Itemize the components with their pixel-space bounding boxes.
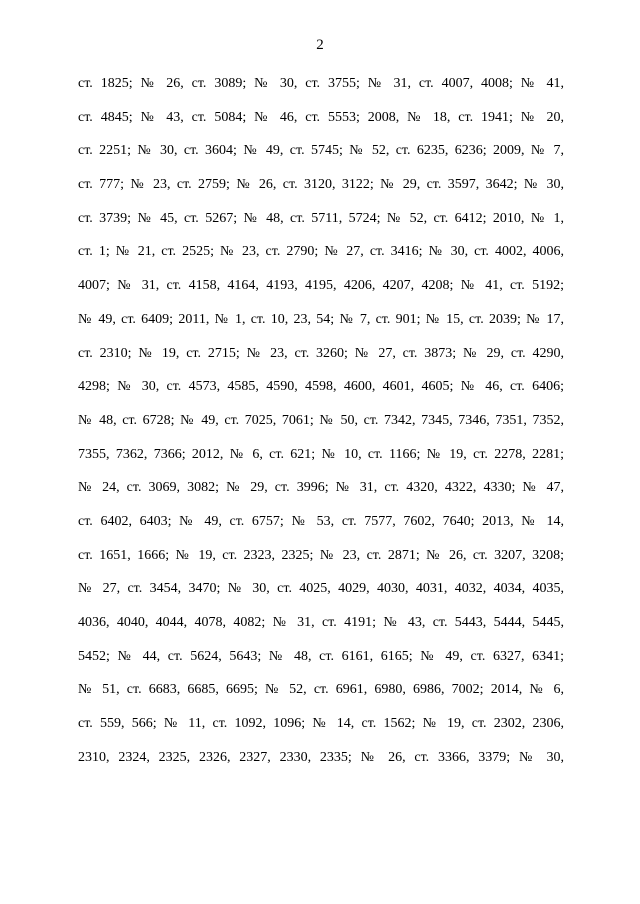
- page-number: 2: [316, 37, 324, 53]
- text-line: 2310, 2324, 2325, 2326, 2327, 2330, 2335; № 26, ст. 3366, 3379; № 30,: [78, 749, 564, 765]
- text-line: № 51, ст. 6683, 6685, 6695; № 52, ст. 6961, 6980, 6986, 7002; 2014, № 6,: [78, 682, 564, 698]
- text-line: 4298; № 30, ст. 4573, 4585, 4590, 4598, 4600, 4601, 4605; № 46, ст. 6406;: [78, 379, 564, 395]
- text-line: ст. 1; № 21, ст. 2525; № 23, ст. 2790; № 27, ст. 3416; № 30, ст. 4002, 4006,: [78, 244, 564, 260]
- text-line: ст. 3739; № 45, ст. 5267; № 48, ст. 5711, 5724; № 52, ст. 6412; 2010, № 1,: [78, 210, 564, 226]
- text-line: ст. 1825; № 26, ст. 3089; № 30, ст. 3755; № 31, ст. 4007, 4008; № 41,: [78, 76, 564, 91]
- text-line: 4036, 4040, 4044, 4078, 4082; № 31, ст. 4191; № 43, ст. 5443, 5444, 5445,: [78, 615, 564, 630]
- text-line: ст. 4845; № 43, ст. 5084; № 46, ст. 5553; 2008, № 18, ст. 1941; № 20,: [78, 109, 564, 125]
- text-line: 4007; № 31, ст. 4158, 4164, 4193, 4195, 4206, 4207, 4208; № 41, ст. 5192;: [78, 278, 564, 294]
- text-line: ст. 777; № 23, ст. 2759; № 26, ст. 3120, 3122; № 29, ст. 3597, 3642; № 30,: [78, 177, 564, 193]
- text-line: ст. 2251; № 30, ст. 3604; № 49, ст. 5745; № 52, ст. 6235, 6236; 2009, № 7,: [78, 143, 564, 159]
- text-line: № 48, ст. 6728; № 49, ст. 7025, 7061; № 50, ст. 7342, 7345, 7346, 7351, 7352,: [78, 412, 564, 428]
- text-line: 7355, 7362, 7366; 2012, № 6, ст. 621; № 10, ст. 1166; № 19, ст. 2278, 2281;: [78, 446, 564, 462]
- text-line: № 24, ст. 3069, 3082; № 29, ст. 3996; № 31, ст. 4320, 4322, 4330; № 47,: [78, 480, 564, 496]
- body-text: [78, 74, 564, 781]
- text-line: 5452; № 44, ст. 5624, 5643; № 48, ст. 6161, 6165; № 49, ст. 6327, 6341;: [78, 648, 564, 664]
- text-line: № 49, ст. 6409; 2011, № 1, ст. 10, 23, 54; № 7, ст. 901; № 15, ст. 2039; № 17,: [78, 311, 564, 327]
- text-line: ст. 2310; № 19, ст. 2715; № 23, ст. 3260; № 27, ст. 3873; № 29, ст. 4290,: [78, 345, 564, 361]
- text-line: № 27, ст. 3454, 3470; № 30, ст. 4025, 4029, 4030, 4031, 4032, 4034, 4035,: [78, 581, 564, 597]
- text-line: ст. 559, 566; № 11, ст. 1092, 1096; № 14, ст. 1562; № 19, ст. 2302, 2306,: [78, 716, 564, 732]
- text-line: ст. 6402, 6403; № 49, ст. 6757; № 53, ст. 7577, 7602, 7640; 2013, № 14,: [78, 513, 564, 529]
- text-line: ст. 1651, 1666; № 19, ст. 2323, 2325; № 23, ст. 2871; № 26, ст. 3207, 3208;: [78, 547, 564, 563]
